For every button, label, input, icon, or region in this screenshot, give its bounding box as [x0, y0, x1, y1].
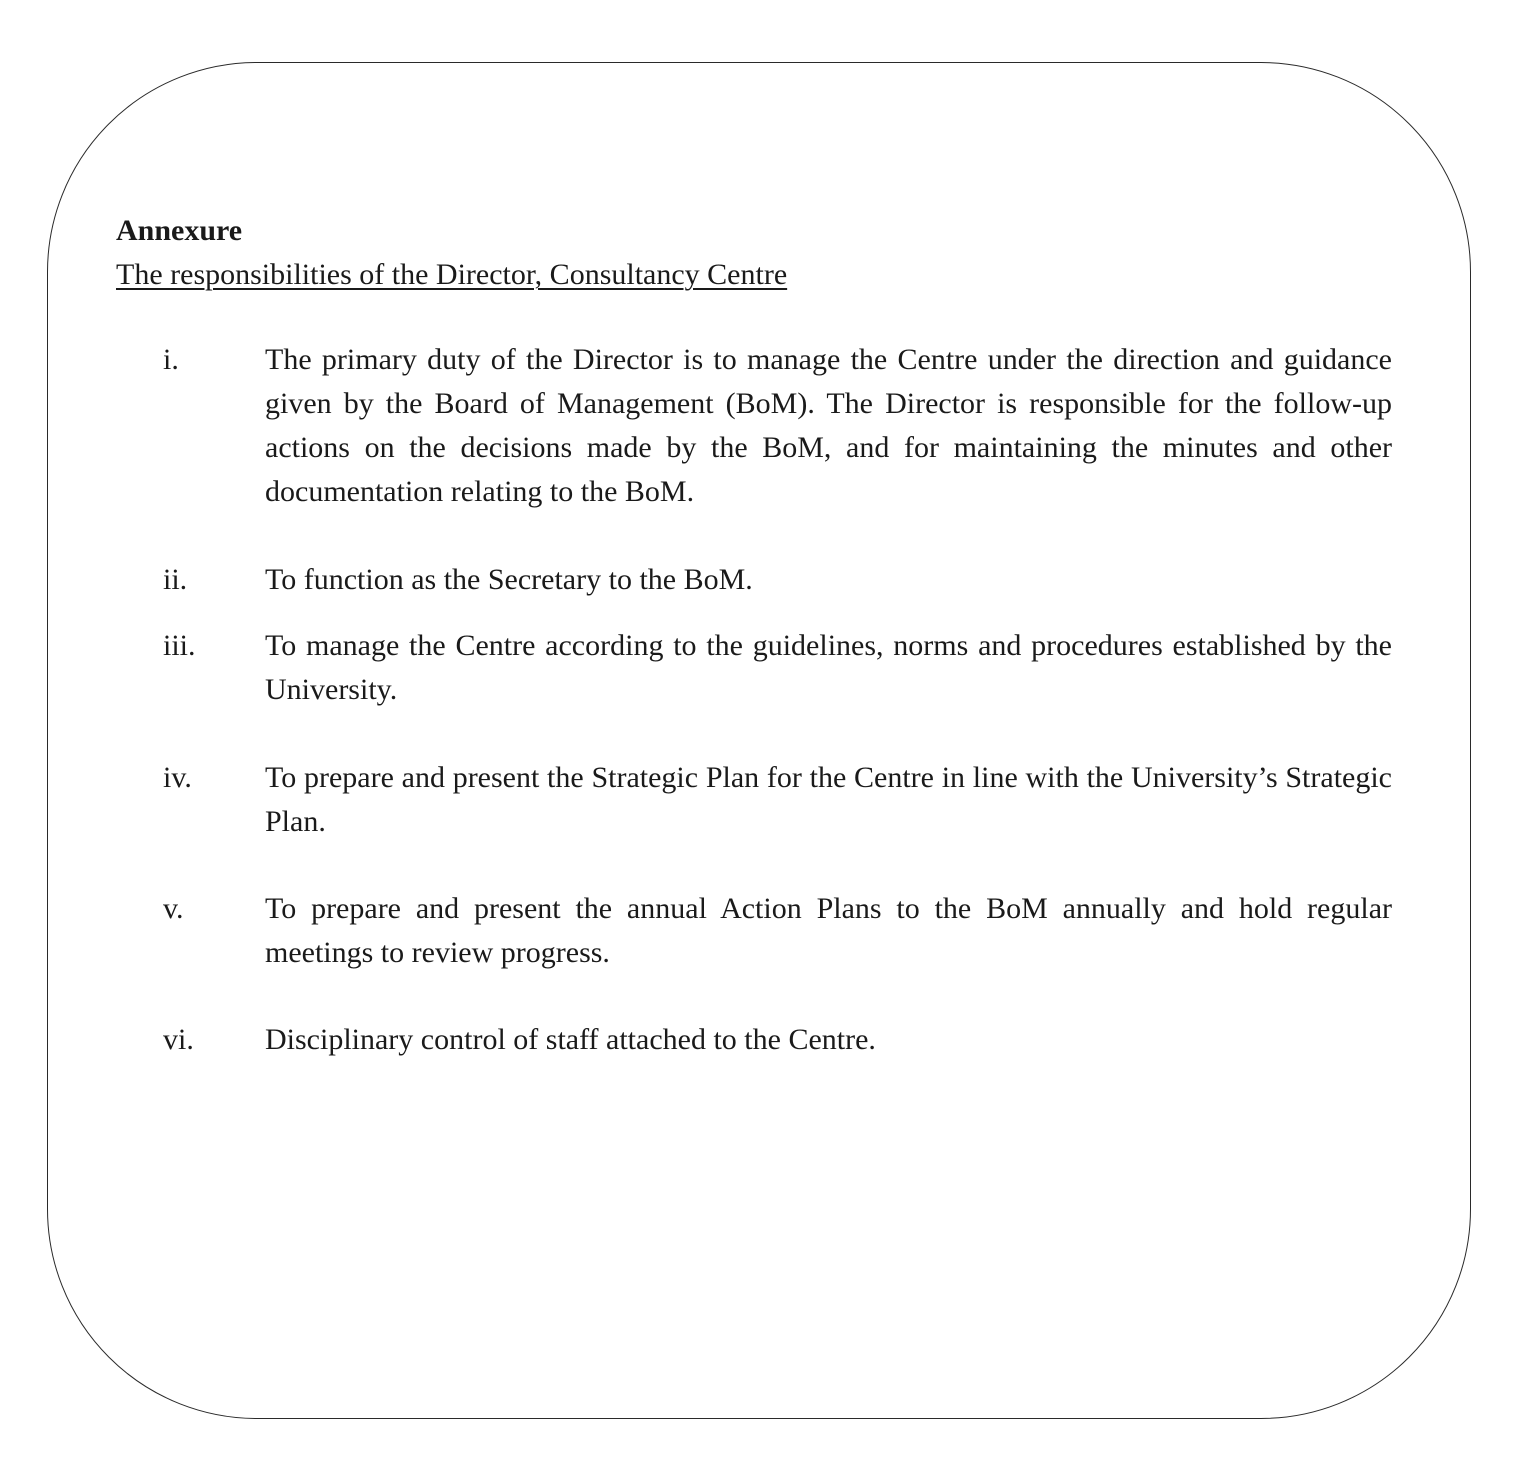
list-item-text: Disciplinary control of staff attached to the Centre. — [265, 1023, 876, 1056]
list-numeral: v. — [163, 892, 184, 925]
list-item-text: To manage the Centre according to the guidelines, norms and procedures established by the University. — [265, 629, 1392, 706]
list-numeral: ii. — [163, 563, 188, 596]
list-item-text: To prepare and present the annual Action Plans to the BoM annually and hold regular meetings to review progress. — [265, 892, 1392, 969]
list-numeral: iii. — [163, 629, 196, 662]
list-item-text: To function as the Secretary to the BoM. — [265, 563, 753, 596]
list-item-text: To prepare and present the Strategic Plan for the Centre in line with the University’s Strategic Plan. — [265, 761, 1392, 838]
list-numeral: vi. — [163, 1023, 194, 1056]
list-numeral: i. — [163, 343, 179, 376]
responsibilities-subheading: The responsibilities of the Director, Consultancy Centre — [116, 258, 788, 291]
list-item-text: The primary duty of the Director is to manage the Centre under the direction and guidance given by the Board of Management (BoM). The Director is responsible for the follow-up actions on the decisions made by the BoM, and for maintaining the minutes and other documentation relating to the BoM. — [265, 343, 1392, 508]
annexure-heading: Annexure — [116, 214, 243, 247]
list-numeral: iv. — [163, 761, 192, 794]
